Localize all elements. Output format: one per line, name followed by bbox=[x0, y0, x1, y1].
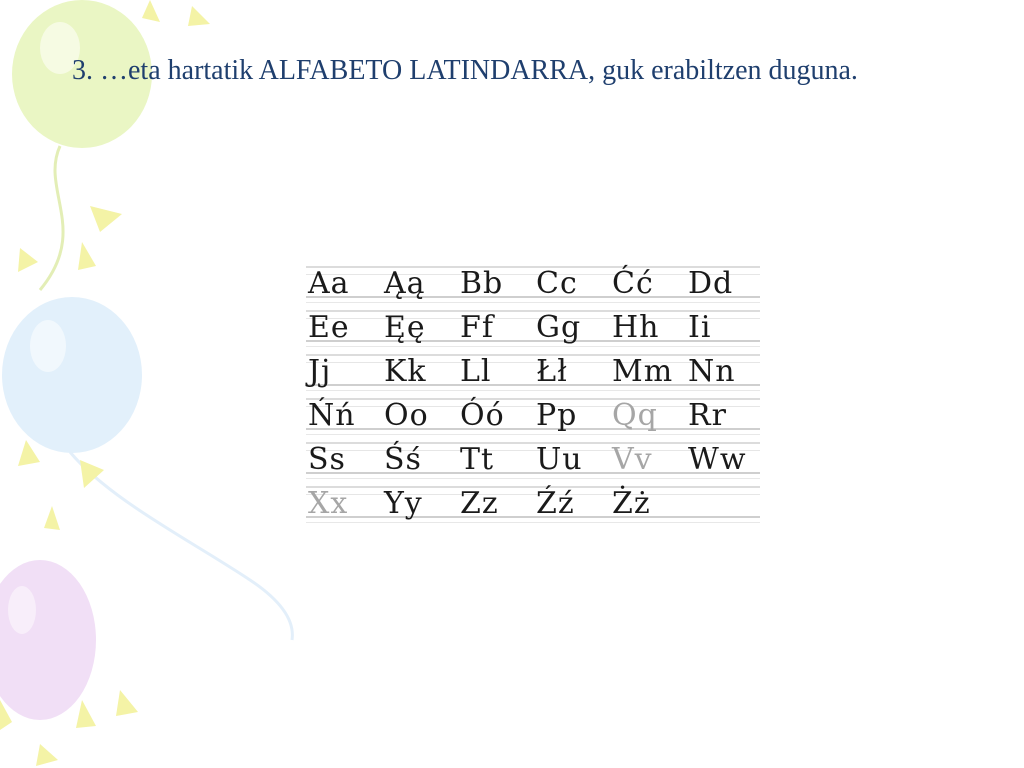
letter-pair: Bb bbox=[460, 266, 504, 301]
letter-pair: Ńń bbox=[308, 398, 356, 433]
letter-pair: Ss bbox=[308, 442, 346, 477]
letter-pair: Ee bbox=[308, 310, 350, 345]
letter-pair: Óó bbox=[460, 398, 505, 433]
letter-pair: Mm bbox=[612, 354, 674, 389]
letter-pair: Dd bbox=[688, 266, 734, 301]
alphabet-row bbox=[306, 306, 760, 350]
purple-balloon-icon bbox=[0, 560, 96, 720]
alphabet-row bbox=[306, 350, 760, 394]
alphabet-row bbox=[306, 482, 760, 526]
letter-pair: Oo bbox=[384, 398, 429, 433]
slide-title: 3. …eta hartatik ALFABETO LATINDARRA, guk erabiltzen duguna. bbox=[72, 55, 858, 86]
letter-pair: Hh bbox=[612, 310, 660, 345]
letter-pair: Zz bbox=[460, 486, 499, 521]
letter-pair: Uu bbox=[536, 442, 583, 477]
letter-pair: Źź bbox=[536, 486, 575, 521]
letter-pair: Ii bbox=[688, 310, 712, 345]
letter-pair: Jj bbox=[308, 354, 332, 389]
letter-pair: Śś bbox=[384, 442, 422, 477]
alphabet-table bbox=[306, 262, 760, 526]
letter-pair: Ćć bbox=[612, 266, 654, 301]
alphabet-row bbox=[306, 438, 760, 482]
alphabet-row bbox=[306, 394, 760, 438]
letter-pair: Ęę bbox=[384, 310, 426, 345]
letter-pair: Vv bbox=[612, 442, 653, 477]
letter-pair: Yy bbox=[384, 486, 423, 521]
letter-pair: Ąą bbox=[384, 266, 426, 301]
letter-pair: Gg bbox=[536, 310, 582, 345]
letter-pair: Ll bbox=[460, 354, 492, 389]
letter-pair: Kk bbox=[384, 354, 427, 389]
letter-pair: Tt bbox=[460, 442, 495, 477]
letter-pair: Qq bbox=[612, 398, 658, 433]
letter-pair: Rr bbox=[688, 398, 727, 433]
letter-pair: Aa bbox=[308, 266, 350, 301]
letter-pair: Żż bbox=[612, 486, 651, 521]
letter-pair: Ff bbox=[460, 310, 494, 345]
letter-pair: Nn bbox=[688, 354, 736, 389]
letter-pair: Ww bbox=[688, 442, 747, 477]
letter-pair: Pp bbox=[536, 398, 578, 433]
letter-pair: Łł bbox=[536, 354, 568, 389]
letter-pair: Xx bbox=[308, 486, 349, 521]
alphabet-row bbox=[306, 262, 760, 306]
letter-pair: Cc bbox=[536, 266, 578, 301]
